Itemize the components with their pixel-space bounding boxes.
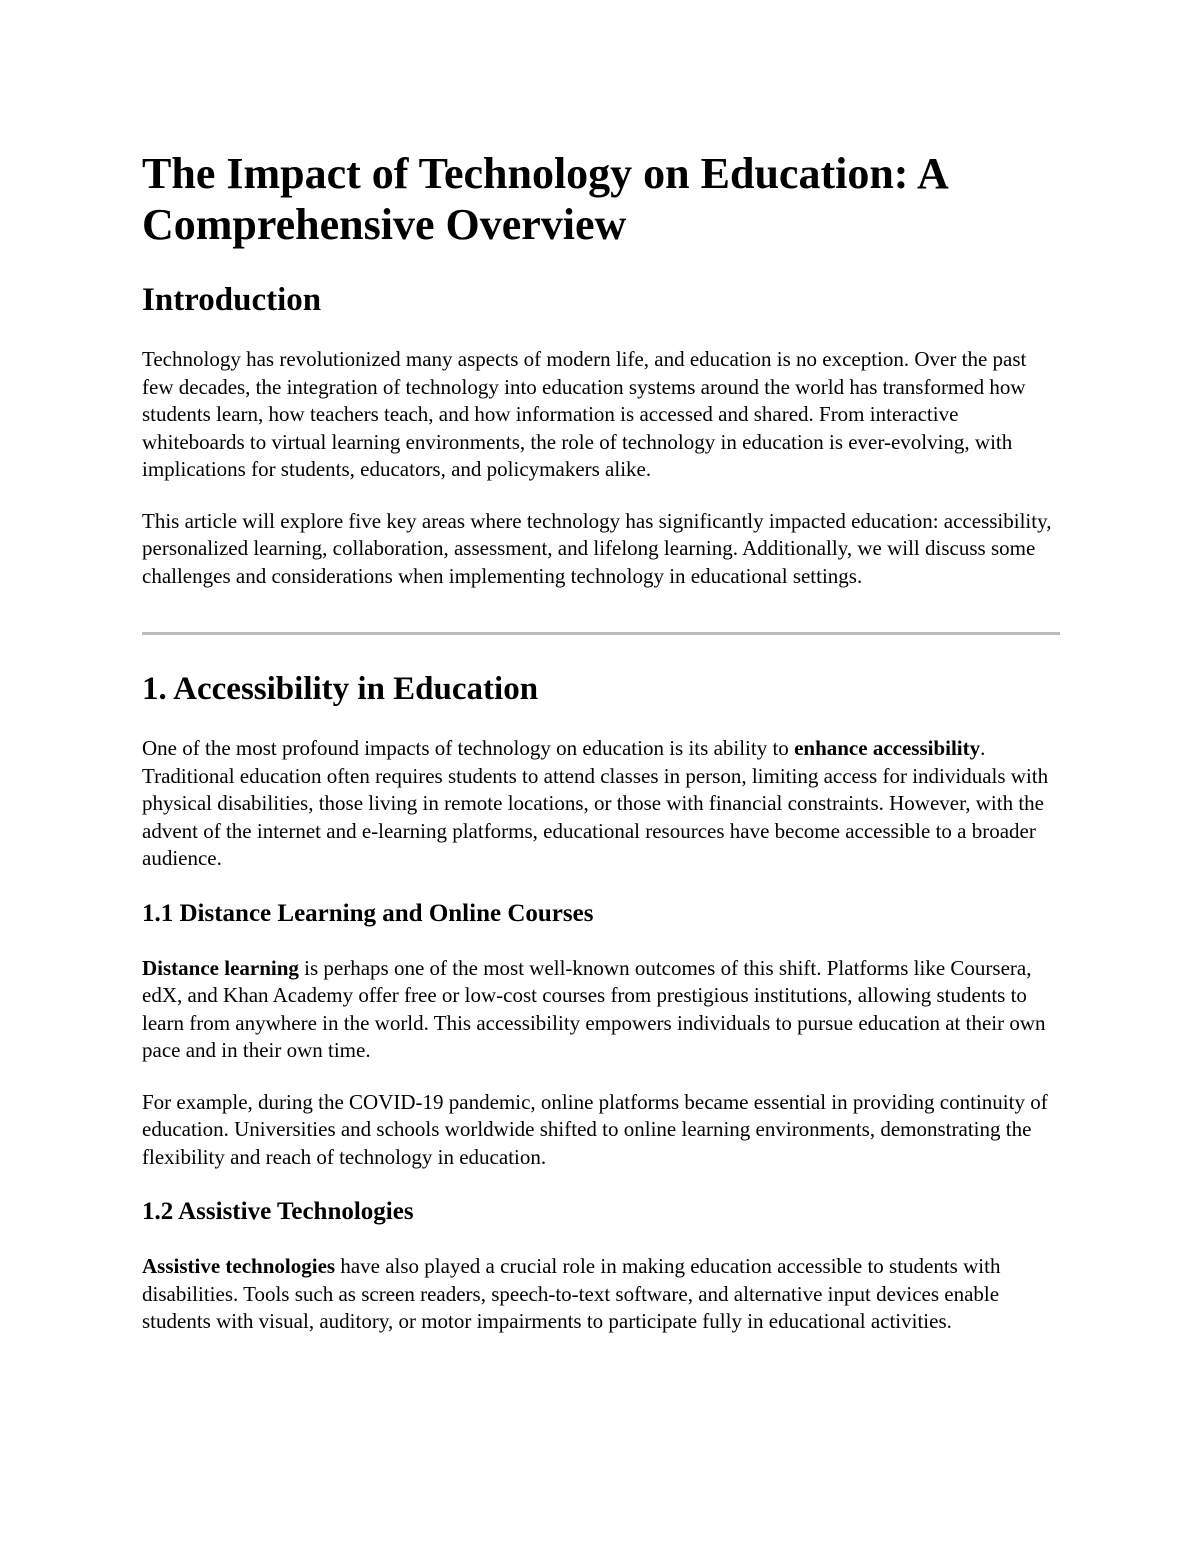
subsection-1-2-paragraph-1: [142, 1253, 1060, 1336]
subsection-1-1-text: is perhaps one of the most well-known outcomes of this shift. Platforms like Coursera, edX, and Khan Academy offer free or low-cost courses from prestigious institutions, allowing students to learn from anywhere in the world. This accessibility empowers individuals to pursue education at their own pace and in their own time.: [142, 955, 1046, 1062]
subsection-1-1-paragraph-2: For example, during the COVID-19 pandemic, online platforms became essential in providing continuity of education. Universities and schools worldwide shifted to online learning environments, demonstrating the flexibility and reach of technology in education.: [142, 1089, 1048, 1169]
section-1-paragraph: [142, 735, 1060, 873]
intro-paragraph-1: Technology has revolutionized many aspects of modern life, and education is no exception. Over the past few decades, the integration of technology into education systems around the world has transformed how students learn, how teachers teach, and how information is accessed and shared. From interactive whiteboards to virtual learning environments, the role of technology in education is ever-evolving, with implications for students, educators, and policymakers alike.: [142, 347, 1027, 481]
introduction-heading: Introduction: [142, 282, 322, 318]
assistive-technologies-term: Assistive technologies: [142, 1254, 336, 1278]
subsection-1-2-text: have also played a crucial role in making education accessible to students with disabilities. Tools such as screen readers, speech-to-text software, and alternative input devices enable students with visual, auditory, or motor impairments to participate fully in educational activities.: [142, 1254, 1001, 1333]
section-1-text-end: . Traditional education often requires students to attend classes in person, limiting access for individuals with physical disabilities, those living in remote locations, or those with financial constraints. However, with the advent of the internet and e-learning platforms, educational resources have become accessible to a broader audience.: [142, 736, 1049, 870]
document-page: [142, 148, 1060, 1336]
document-title: The Impact of Technology on Education: A Comprehensive Overview: [142, 149, 947, 249]
section-1-heading: 1. Accessibility in Education: [142, 671, 539, 707]
section-1-bold-term: enhance accessibility: [794, 736, 981, 760]
distance-learning-term: Distance learning: [142, 955, 299, 980]
section-1-text-start: One of the most profound impacts of technology on education is its ability to: [142, 736, 795, 760]
subsection-1-1-paragraph-1: [142, 955, 1060, 1065]
subsection-1-1-heading: 1.1 Distance Learning and Online Courses: [142, 899, 594, 927]
subsection-1-2-heading: 1.2 Assistive Technologies: [142, 1198, 414, 1225]
intro-paragraph-2: This article will explore five key areas where technology has significantly impacted education: accessibility, personalized learning, collaboration, assessment, and lifelong learning. Additionally, we will discuss some challenges and considerations when implementing technology in educational settings.: [142, 508, 1052, 588]
section-divider: [142, 632, 1060, 635]
